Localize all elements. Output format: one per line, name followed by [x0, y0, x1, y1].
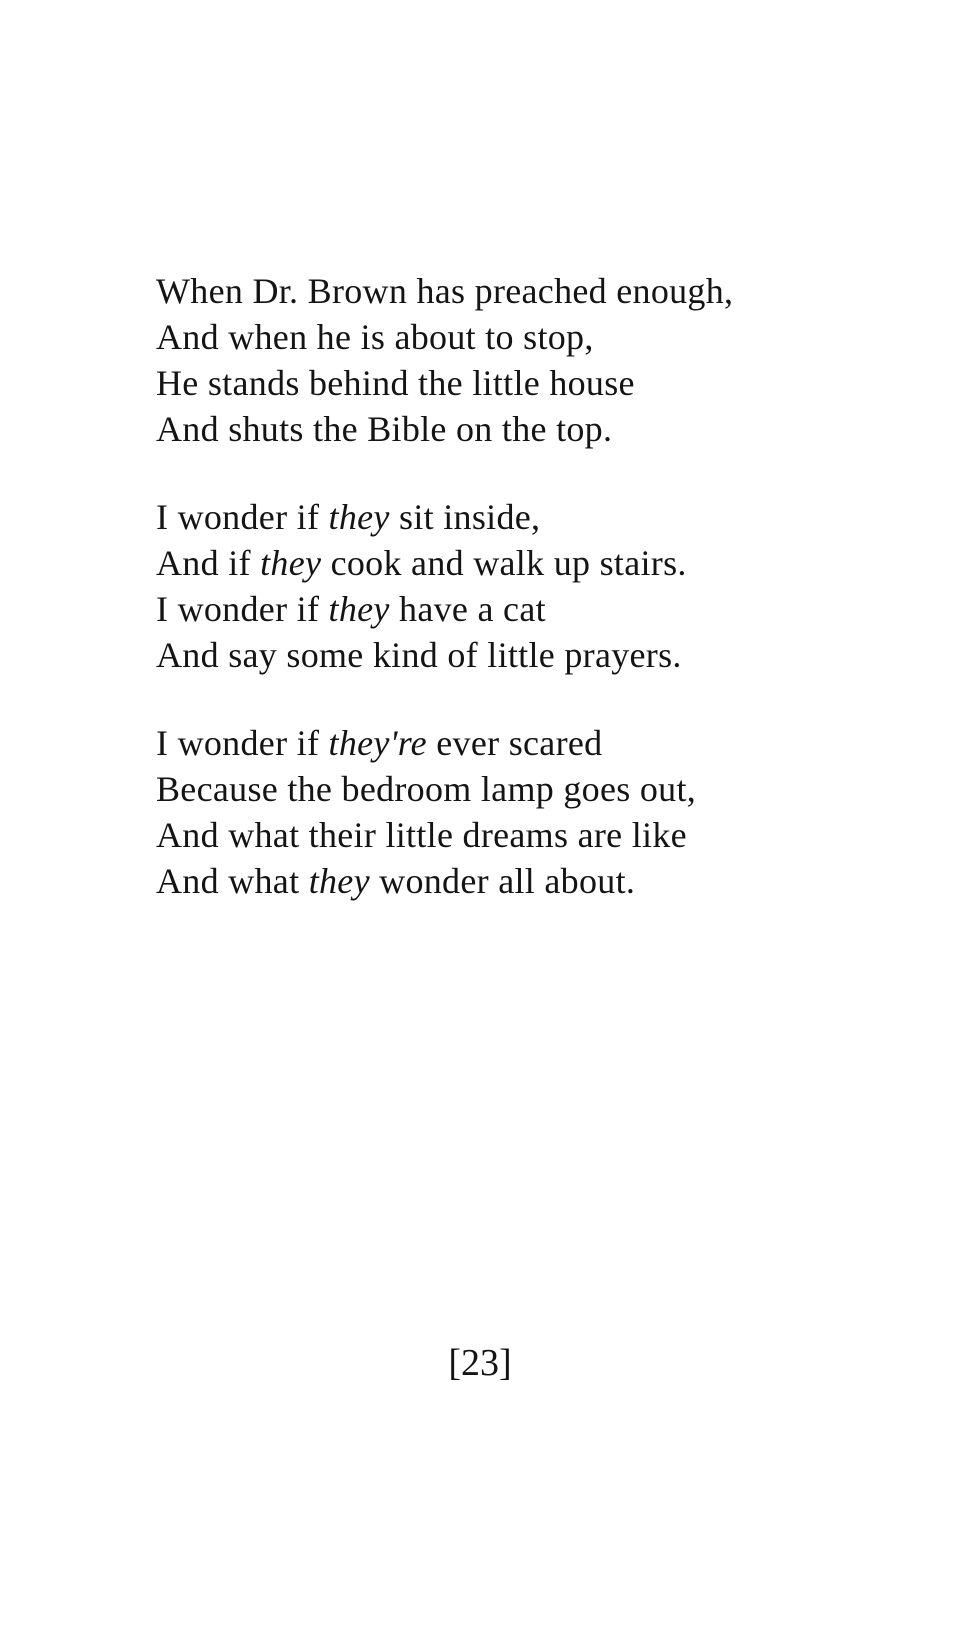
- italic-word: they: [260, 543, 322, 583]
- poem-line: [156, 494, 916, 540]
- italic-word: they: [328, 589, 390, 629]
- page-number: [23]: [448, 1342, 512, 1384]
- stanza: [156, 494, 916, 678]
- line-text: And shuts the Bible on the top.: [156, 409, 613, 449]
- line-text: Because the bedroom lamp goes out,: [156, 769, 697, 809]
- line-text: ever scared: [426, 723, 603, 763]
- line-text: When Dr. Brown has preached enough,: [156, 271, 734, 311]
- stanza: [156, 268, 916, 452]
- line-text: I wonder if: [156, 723, 329, 763]
- line-text: sit inside,: [389, 497, 541, 537]
- stanza: [156, 720, 916, 904]
- poem-line: [156, 360, 916, 406]
- line-text: cook and walk up stairs.: [321, 543, 687, 583]
- poem-line: [156, 314, 916, 360]
- line-text: And what: [156, 861, 309, 901]
- italic-word: they: [308, 861, 370, 901]
- line-text: And what their little dreams are like: [156, 815, 687, 855]
- line-text: have a cat: [389, 589, 546, 629]
- poem-line: [156, 268, 916, 314]
- line-text: I wonder if: [156, 497, 329, 537]
- poem-line: [156, 586, 916, 632]
- poem-line: [156, 632, 916, 678]
- line-text: wonder all about.: [369, 861, 636, 901]
- italic-word: they: [328, 497, 390, 537]
- poem: [156, 268, 916, 946]
- poem-line: [156, 858, 916, 904]
- poem-line: [156, 766, 916, 812]
- line-text: I wonder if: [156, 589, 329, 629]
- line-text: And say some kind of little prayers.: [156, 635, 682, 675]
- italic-word: they're: [328, 723, 427, 763]
- poem-line: [156, 540, 916, 586]
- line-text: And when he is about to stop,: [156, 317, 594, 357]
- line-text: He stands behind the little house: [156, 363, 635, 403]
- poem-line: [156, 406, 916, 452]
- line-text: And if: [156, 543, 261, 583]
- poem-line: [156, 720, 916, 766]
- poem-line: [156, 812, 916, 858]
